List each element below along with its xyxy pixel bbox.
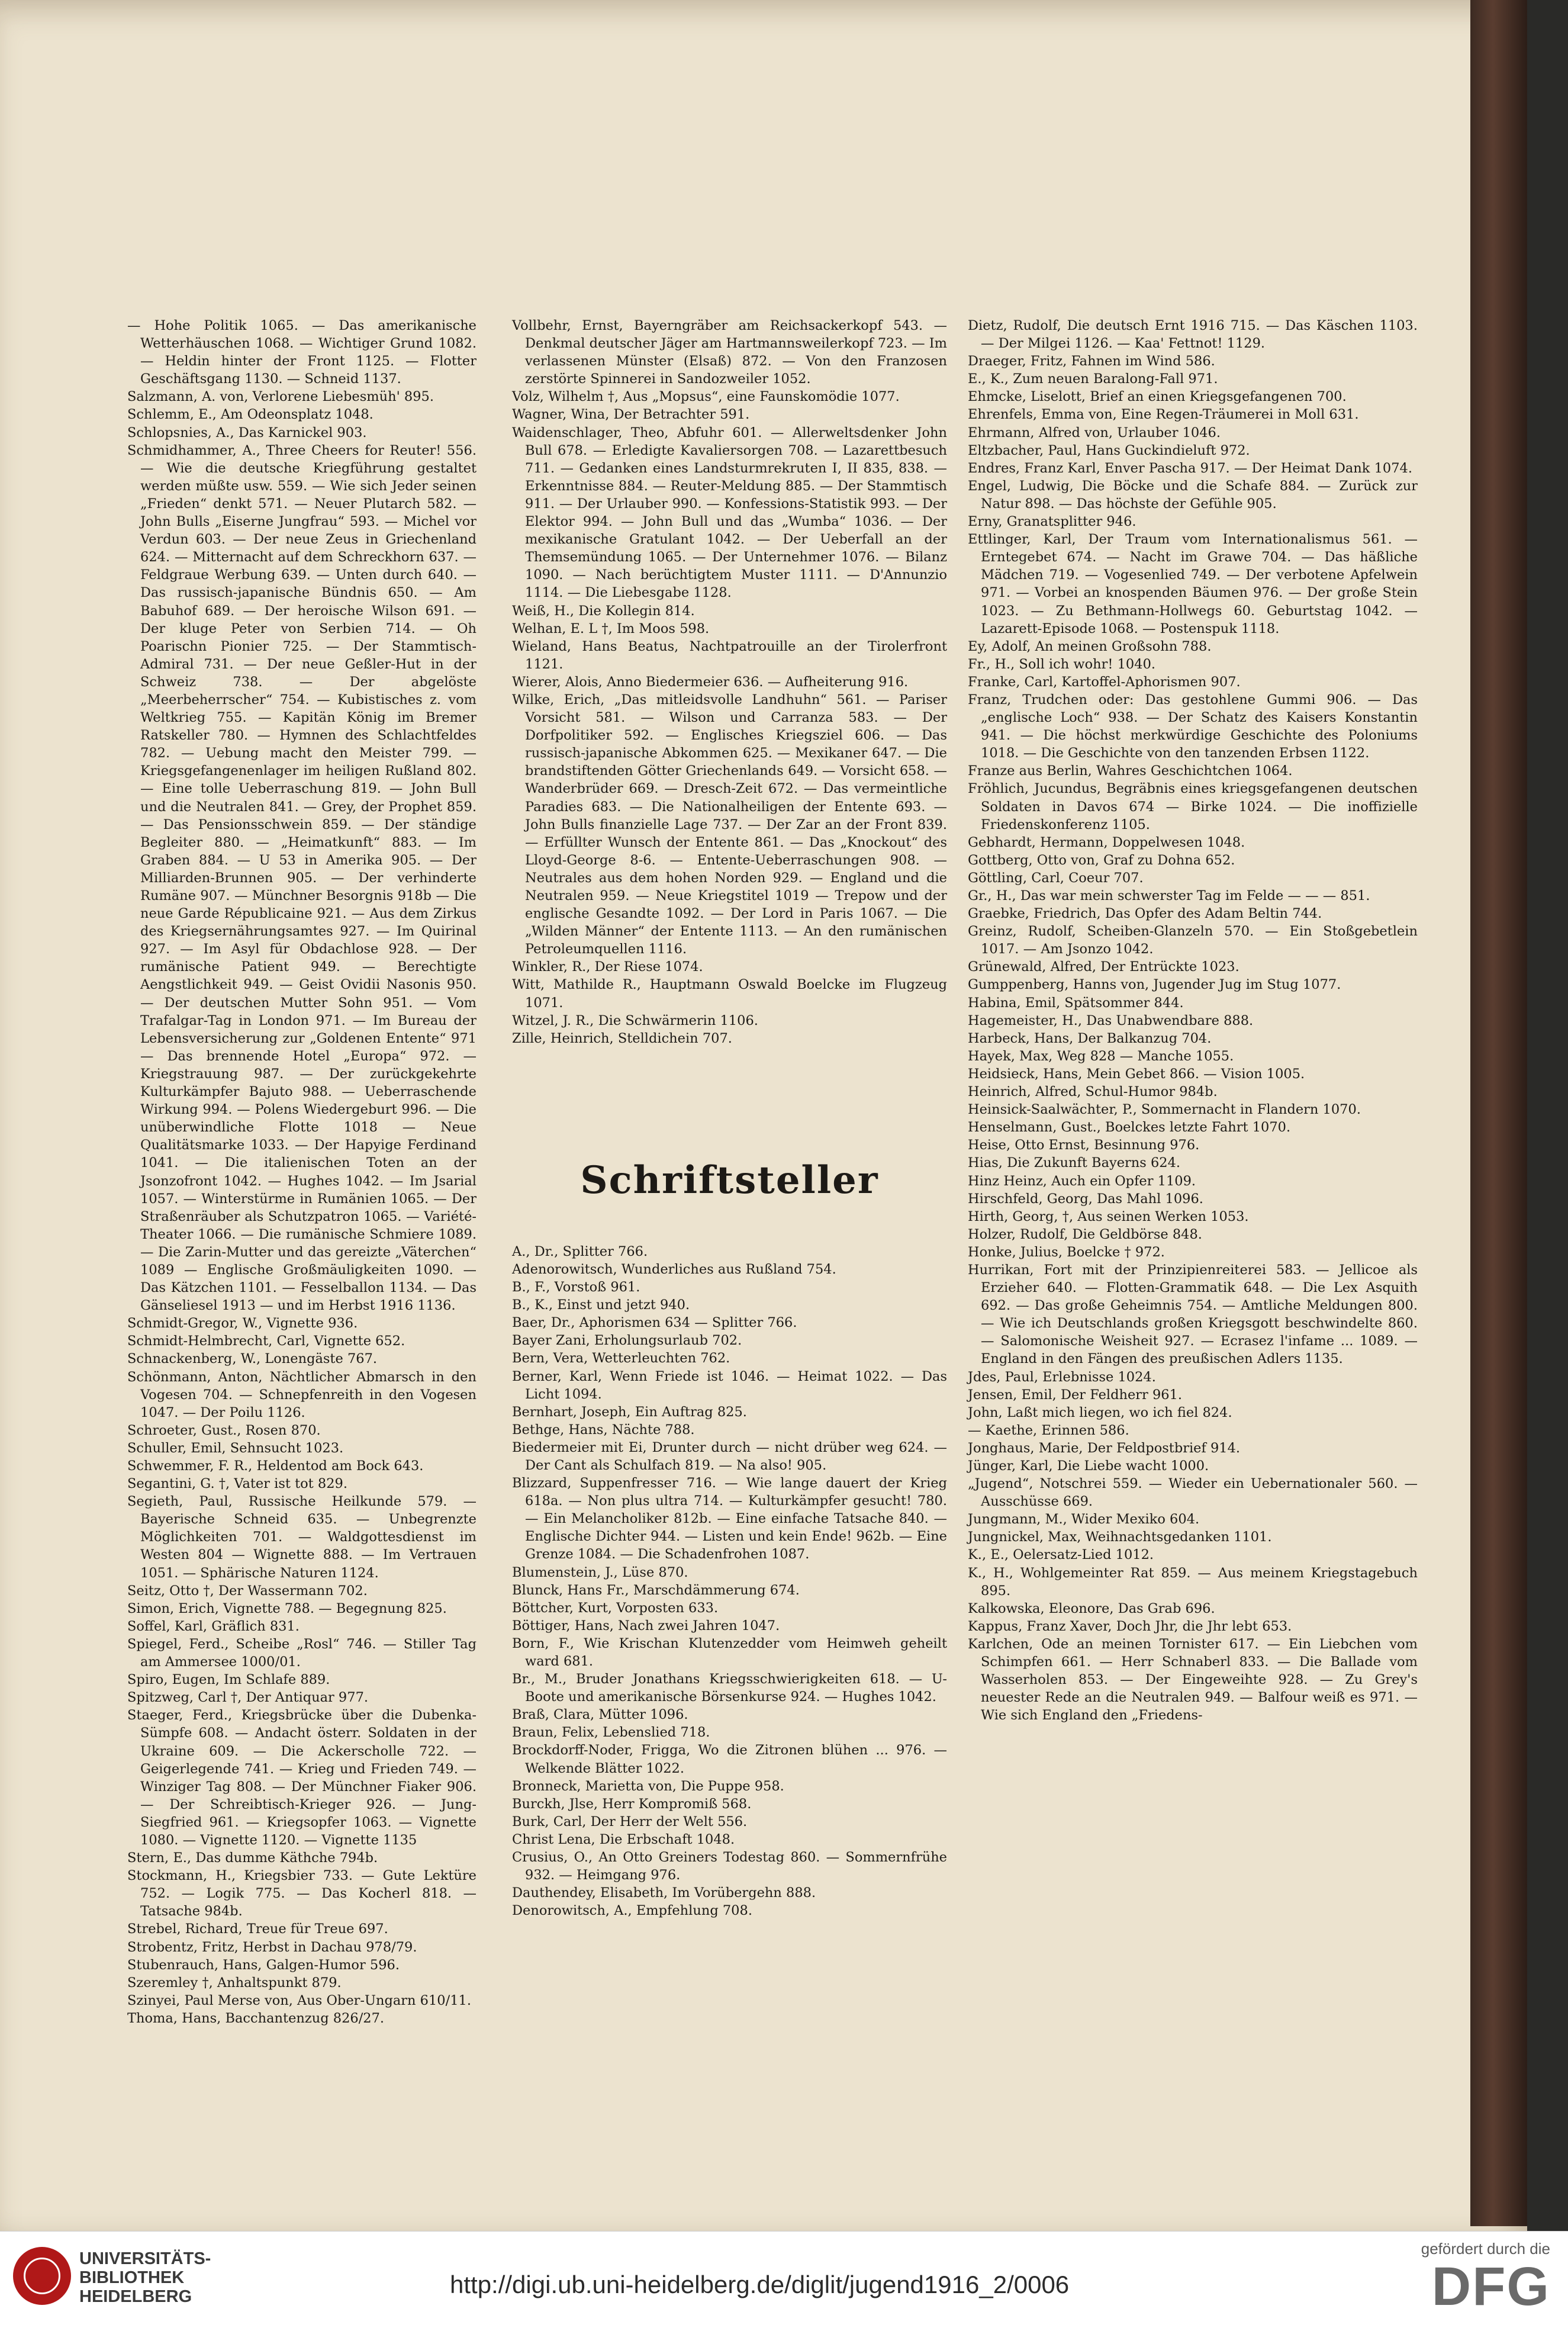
index-entry: Blumenstein, J., Lüse 870. bbox=[512, 1564, 688, 1580]
index-entry: Salzmann, A. von, Verlorene Liebesmüh' 895. bbox=[127, 389, 434, 405]
index-entry: Witt, Mathilde R., Hauptmann Oswald Boelcke im Flugzeug 1071. bbox=[512, 977, 947, 1011]
index-entry: Soffel, Karl, Gräflich 831. bbox=[127, 1618, 300, 1634]
column-3 bbox=[968, 317, 1418, 1724]
index-entry: Hirth, Georg, †, Aus seinen Werken 1053. bbox=[968, 1208, 1249, 1224]
artists-continued bbox=[512, 317, 947, 1047]
index-entry: John, Laßt mich liegen, wo ich fiel 824. bbox=[968, 1404, 1232, 1420]
index-entry: Bern, Vera, Wetterleuchten 762. bbox=[512, 1351, 730, 1366]
index-entry: Dauthendey, Elisabeth, Im Vorübergehn 888. bbox=[512, 1885, 816, 1901]
index-entry: Habina, Emil, Spätsommer 844. bbox=[968, 995, 1184, 1011]
index-entry: Jünger, Karl, Die Liebe wacht 1000. bbox=[968, 1458, 1209, 1474]
index-entry: Biedermeier mit Ei, Drunter durch — nicht drüber weg 624. — Der Cant als Schulfach 819. — Na also! 905. bbox=[512, 1439, 947, 1473]
index-entry: Draeger, Fritz, Fahnen im Wind 586. bbox=[968, 353, 1215, 369]
index-entry: Burk, Carl, Der Herr der Welt 556. bbox=[512, 1814, 748, 1829]
index-entry: K., H., Wohlgemeinter Rat 859. — Aus meinem Kriegstagebuch 895. bbox=[968, 1565, 1418, 1599]
index-entry: Gebhardt, Hermann, Doppelwesen 1048. bbox=[968, 834, 1245, 850]
document-url[interactable]: http://digi.ub.uni-heidelberg.de/diglit/jugend1916_2/0006 bbox=[450, 2271, 1070, 2298]
index-entry: Heinrich, Alfred, Schul-Humor 984b. bbox=[968, 1084, 1218, 1100]
index-entry: Christ Lena, Die Erbschaft 1048. bbox=[512, 1831, 735, 1847]
index-entry: Hayek, Max, Weg 828 — Manche 1055. bbox=[968, 1048, 1234, 1064]
index-entry: Böttcher, Kurt, Vorposten 633. bbox=[512, 1600, 719, 1616]
index-entry: Spiro, Eugen, Im Schlafe 889. bbox=[127, 1672, 330, 1688]
index-entry: Schwemmer, F. R., Heldentod am Bock 643. bbox=[127, 1458, 424, 1474]
index-entry: E., K., Zum neuen Baralong-Fall 971. bbox=[968, 371, 1218, 387]
index-entry: — Kaethe, Erinnen 586. bbox=[968, 1422, 1129, 1438]
index-entry: Fröhlich, Jucundus, Begräbnis eines kriegsgefangenen deutschen Soldaten in Davos 674 — Birke 1024. — Die inoffizielle Friedenskonferenz 1105. bbox=[968, 781, 1418, 832]
index-entry: Erny, Granatsplitter 946. bbox=[968, 514, 1136, 530]
index-entry: Gr., H., Das war mein schwerster Tag im Felde — — — 851. bbox=[968, 888, 1370, 903]
index-entry: Szinyei, Paul Merse von, Aus Ober-Ungarn 610/11. bbox=[127, 1992, 471, 2008]
index-entry: Winkler, R., Der Riese 1074. bbox=[512, 959, 703, 975]
index-entry: Ey, Adolf, An meinen Großsohn 788. bbox=[968, 638, 1212, 654]
index-entry: Braun, Felix, Lebenslied 718. bbox=[512, 1725, 710, 1741]
index-entry: Segantini, G. †, Vater ist tot 829. bbox=[127, 1476, 347, 1492]
index-entry: Schlemm, E., Am Odeonsplatz 1048. bbox=[127, 407, 374, 423]
index-entry: Bernhart, Joseph, Ein Auftrag 825. bbox=[512, 1404, 747, 1420]
index-entry: Witzel, J. R., Die Schwärmerin 1106. bbox=[512, 1012, 758, 1028]
index-entry: Br., M., Bruder Jonathans Kriegsschwierigkeiten 618. — U-Boote und amerikanische Börsenkurse 924. — Hughes 1042. bbox=[512, 1671, 947, 1705]
index-entry: Spitzweg, Carl †, Der Antiquar 977. bbox=[127, 1690, 369, 1706]
index-entry: Waidenschlager, Theo, Abfuhr 601. — Allerweltsdenker John Bull 678. — Erledigte Kavaliersorgen 708. — Lazarettbesuch 711. — Gedanken eines Landsturmrekruten I, II 835, 838. — Erkenntnisse 884. — Reuter-Meldung 885. — Der Stammtisch 911. — Der Urlauber 990. — Konfessions-Statistik 993. — Der Elektor 994. — John Bull und das „Wumba“ 1036. — Der mexikanische Gratulant 1042. — Der Ueberfall an der Themsemündung 1065. — Der Unternehmer 1076. — Bilanz 1090. — Nach berüchtigtem Muster 1111. — D'Annunzio 1114. — Die Liebesgabe 1128. bbox=[512, 425, 947, 601]
index-entry: Spiegel, Ferd., Scheibe „Rosl“ 746. — Stiller Tag am Ammersee 1000/01. bbox=[127, 1636, 476, 1670]
index-entry: Greinz, Rudolf, Scheiben-Glanzeln 570. — Ein Stoßgebetlein 1017. — Am Jsonzo 1042. bbox=[968, 924, 1418, 957]
index-entry: Braß, Clara, Mütter 1096. bbox=[512, 1707, 688, 1723]
index-entry: Ettlinger, Karl, Der Traum vom Internationalismus 561. — Erntegebet 674. — Nacht im Grawe 704. — Das häßliche Mädchen 719. — Vogesenlied 749. — Der verbotene Apfelwein 971. — Vorbei an knospenden Bäumen 976. — Der große Stein 1023. — Zu Bethmann-Hollwegs 60. Geburtstag 1042. — Lazarett-Episode 1068. — Postenspuk 1118. bbox=[968, 532, 1418, 636]
dfg-wordmark: DFG bbox=[1431, 2256, 1550, 2317]
index-entry: — Hohe Politik 1065. — Das amerikanische Wetterhäuschen 1068. — Wichtiger Grund 1082. — Heldin hinter der Front 1125. — Flotter Geschäftsgang 1130. — Schneid 1137. bbox=[127, 318, 476, 387]
column-2 bbox=[512, 317, 947, 1919]
seal-icon bbox=[13, 2247, 71, 2305]
index-entry: Blizzard, Suppenfresser 716. — Wie lange dauert der Krieg 618a. — Non plus ultra 714. — Kulturkämpfer gesucht! 780. — Ein Melancholiker 812b. — Eine einfache Tatsache 840. — Englische Dichter 944. — Listen und kein Ende! 962b. — Eine Grenze 1084. — Die Schadenfrohen 1087. bbox=[512, 1475, 947, 1562]
index-entry: Jensen, Emil, Der Feldherr 961. bbox=[968, 1387, 1183, 1403]
university-library-logo[interactable] bbox=[13, 2247, 250, 2312]
index-entry: B., K., Einst und jetzt 940. bbox=[512, 1297, 690, 1313]
index-entry: Wilke, Erich, „Das mitleidsvolle Landhuhn“ 561. — Pariser Vorsicht 581. — Wilson und Carranza 583. — Der Dorfpolitiker 592. — Englisches Kriegsziel 606. — Das russisch-japanische Abkommen 625. — Mexikaner 647. — Die brandstiftenden Götter Griechenlands 649. — Vorsicht 658. — Wanderbrüder 669. — Dresch-Zeit 672. — Das vermeintliche Paradies 683. — Die Nationalheiligen der Entente 693. — John Bulls finanzielle Lage 737. — Der Zar an der Front 839. — Erfüllter Wunsch der Entente 861. — Das „Knockout“ des Lloyd-George 8-6. — Entente-Ueberraschungen 908. — Neutrales aus dem hohen Norden 929. — England und die Neutralen 959. — Neue Kriegstitel 1019 — Trepow und der englische Gesandte 1092. — Der Lord in Paris 1067. — Die „Wilden Männer“ der Entente 1113. — An den rumänischen Petroleumquellen 1116. bbox=[512, 692, 947, 957]
index-entry: Schmidt-Gregor, W., Vignette 936. bbox=[127, 1316, 358, 1332]
book-edge bbox=[1470, 0, 1527, 2226]
index-entry: Fr., H., Soll ich wohr! 1040. bbox=[968, 656, 1156, 672]
funded-by-text: gefördert durch die bbox=[1421, 2240, 1550, 2258]
section-title-schriftsteller: Schriftsteller bbox=[580, 1157, 879, 1202]
index-entry: Gottberg, Otto von, Graf zu Dohna 652. bbox=[968, 852, 1235, 868]
index-entry: Endres, Franz Karl, Enver Pascha 917. — Der Heimat Dank 1074. bbox=[968, 460, 1412, 476]
column-1 bbox=[127, 317, 476, 2027]
index-entry: Berner, Karl, Wenn Friede ist 1046. — Heimat 1022. — Das Licht 1094. bbox=[512, 1368, 947, 1402]
index-entry: Stockmann, H., Kriegsbier 733. — Gute Lektüre 752. — Logik 775. — Das Kocherl 818. — Tatsache 984b. bbox=[127, 1868, 476, 1919]
index-entry: Heinsick-Saalwächter, P., Sommernacht in Flandern 1070. bbox=[968, 1102, 1361, 1118]
index-entry: Wieland, Hans Beatus, Nachtpatrouille an der Tirolerfront 1121. bbox=[512, 638, 947, 672]
index-entry: Heidsieck, Hans, Mein Gebet 866. — Vision 1005. bbox=[968, 1066, 1305, 1082]
index-entry: Bayer Zani, Erholungsurlaub 702. bbox=[512, 1333, 742, 1349]
index-entry: Brockdorff-Noder, Frigga, Wo die Zitronen blühen ... 976. — Welkende Blätter 1022. bbox=[512, 1742, 947, 1776]
index-entry: Jungmann, M., Wider Mexiko 604. bbox=[968, 1512, 1200, 1528]
index-entry: Vollbehr, Ernst, Bayerngräber am Reichsackerkopf 543. — Denkmal deutscher Jäger am Hartmannsweilerkopf 723. — Im verlassenen Münster (Elsaß) 872. — Von den Franzosen zerstörte Spinnerei in Sandozweiler 1052. bbox=[512, 318, 947, 387]
index-entry: Eltzbacher, Paul, Hans Guckindieluft 972. bbox=[968, 442, 1250, 458]
index-entry: Böttiger, Hans, Nach zwei Jahren 1047. bbox=[512, 1618, 780, 1634]
index-entry: Weiß, H., Die Kollegin 814. bbox=[512, 603, 695, 619]
index-entry: Schroeter, Gust., Rosen 870. bbox=[127, 1422, 321, 1438]
index-entry: Harbeck, Hans, Der Balkanzug 704. bbox=[968, 1030, 1212, 1046]
index-entry: Stern, E., Das dumme Käthche 794b. bbox=[127, 1850, 378, 1866]
writers-list bbox=[512, 1243, 947, 1920]
index-entry: Grünewald, Alfred, Der Entrückte 1023. bbox=[968, 959, 1239, 975]
index-entry: Schnackenberg, W., Lonengäste 767. bbox=[127, 1351, 378, 1367]
index-entry: Holzer, Rudolf, Die Geldbörse 848. bbox=[968, 1226, 1202, 1242]
library-name-line-1: UNIVERSITÄTS- bbox=[79, 2249, 211, 2268]
index-entry: Honke, Julius, Boelcke † 972. bbox=[968, 1244, 1165, 1260]
dfg-logo[interactable] bbox=[1373, 2240, 1550, 2315]
index-entry: Gumppenberg, Hanns von, Jugender Jug im Stug 1077. bbox=[968, 977, 1341, 993]
index-entry: Volz, Wilhelm †, Aus „Mopsus“, eine Faunskomödie 1077. bbox=[512, 389, 900, 405]
index-entry: Hinz Heinz, Auch ein Opfer 1109. bbox=[968, 1173, 1196, 1189]
index-entry: Hias, Die Zukunft Bayerns 624. bbox=[968, 1155, 1181, 1171]
index-entry: Zille, Heinrich, Stelldichein 707. bbox=[512, 1030, 732, 1046]
index-entry: Karlchen, Ode an meinen Tornister 617. — Ein Liebchen vom Schimpfen 661. — Herr Schnaberl 833. — Die Ballade vom Wasserholen 853. — Der Eingeweihte 928. — Zu Grey's neuester Rede an die Neutralen 949. — Balfour weiß es 971. — Wie sich England den „Friedens- bbox=[968, 1636, 1418, 1724]
index-entry: Göttling, Carl, Coeur 707. bbox=[968, 870, 1144, 886]
index-entry: Blunck, Hans Fr., Marschdämmerung 674. bbox=[512, 1582, 800, 1598]
index-entry: Ehmcke, Liselott, Brief an einen Kriegsgefangenen 700. bbox=[968, 389, 1347, 405]
index-entry: Engel, Ludwig, Die Böcke und die Schafe 884. — Zurück zur Natur 898. — Das höchste der Gefühle 905. bbox=[968, 478, 1418, 512]
index-entry: Franz, Trudchen oder: Das gestohlene Gummi 906. — Das „englische Loch“ 938. — Der Schatz des Kaisers Konstantin 941. — Die höchst merkwürdige Geschichte des Poloniums 1018. — Die Geschichte von den tanzenden Erbsen 1122. bbox=[968, 692, 1418, 761]
index-entry: Strebel, Richard, Treue für Treue 697. bbox=[127, 1921, 388, 1937]
index-entry: Adenorowitsch, Wunderliches aus Rußland 754. bbox=[512, 1261, 836, 1277]
index-entry: Ehrenfels, Emma von, Eine Regen-Träumerei in Moll 631. bbox=[968, 407, 1359, 423]
index-entry: Kappus, Franz Xaver, Doch Jhr, die Jhr lebt 653. bbox=[968, 1618, 1292, 1634]
index-entry: Dietz, Rudolf, Die deutsch Ernt 1916 715. — Das Käschen 1103. — Der Milgei 1126. — Kaa' Fettnot! 1129. bbox=[968, 318, 1418, 352]
index-entry: Schönmann, Anton, Nächtlicher Abmarsch in den Vogesen 704. — Schnepfenreith in den Vogesen 1047. — Der Poilu 1126. bbox=[127, 1369, 476, 1420]
index-entry: Kalkowska, Eleonore, Das Grab 696. bbox=[968, 1600, 1215, 1616]
footer-bar bbox=[0, 2231, 1568, 2344]
index-entry: Wagner, Wina, Der Betrachter 591. bbox=[512, 407, 750, 423]
index-entry: Born, F., Wie Krischan Klutenzedder vom Heimweh geheilt ward 681. bbox=[512, 1635, 947, 1669]
library-name-line-2: BIBLIOTHEK bbox=[79, 2268, 185, 2287]
index-entry: Strobentz, Fritz, Herbst in Dachau 978/79. bbox=[127, 1939, 417, 1955]
index-entry: Franze aus Berlin, Wahres Geschichtchen 1064. bbox=[968, 763, 1293, 779]
index-entry: Crusius, O., An Otto Greiners Todestag 860. — Sommernfrühe 932. — Heimgang 976. bbox=[512, 1850, 947, 1883]
index-entry: B., F., Vorstoß 961. bbox=[512, 1279, 640, 1295]
index-entry: Hurrikan, Fort mit der Prinzipienreiterei 583. — Jellicoe als Erzieher 640. — Flotten-Grammatik 648. — Die Lex Asquith 692. — Das große Geheimnis 754. — Amtliche Meldungen 800. — Wie ich Deutschlands großen Kriegsgott beschwindelte 860. — Salomonische Weisheit 927. — Ecrasez l'infame ... 1089. — England in den Fängen des preußischen Adlers 1135. bbox=[968, 1262, 1418, 1367]
index-entry: Schmidt-Helmbrecht, Carl, Vignette 652. bbox=[127, 1333, 405, 1349]
index-entry: Schuller, Emil, Sehnsucht 1023. bbox=[127, 1440, 344, 1456]
index-entry: Staeger, Ferd., Kriegsbrücke über die Dubenka-Sümpfe 608. — Andacht österr. Soldaten in der Ukraine 609. — Die Ackerscholle 722. — Geigerlegende 741. — Krieg und Frieden 749. — Winziger Tag 808. — Der Münchner Fiaker 906. — Der Schreibtisch-Krieger 926. — Jung-Siegfried 961. — Kriegsopfer 1063. — Vignette 1080. — Vignette 1120. — Vignette 1135 bbox=[127, 1708, 476, 1848]
index-entry: A., Dr., Splitter 766. bbox=[512, 1243, 648, 1259]
index-entry: Welhan, E. L †, Im Moos 598. bbox=[512, 620, 710, 636]
index-entry: Wierer, Alois, Anno Biedermeier 636. — Aufheiterung 916. bbox=[512, 674, 909, 690]
index-entry: Stubenrauch, Hans, Galgen-Humor 596. bbox=[127, 1957, 400, 1973]
index-entry: Hirschfeld, Georg, Das Mahl 1096. bbox=[968, 1191, 1203, 1207]
index-entry: K., E., Oelersatz-Lied 1012. bbox=[968, 1547, 1154, 1563]
index-entry: Heise, Otto Ernst, Besinnung 976. bbox=[968, 1137, 1200, 1153]
index-entry: Seitz, Otto †, Der Wassermann 702. bbox=[127, 1583, 368, 1599]
index-entry: Schlopsnies, A., Das Karnickel 903. bbox=[127, 425, 367, 440]
index-entry: Schmidhammer, A., Three Cheers for Reuter! 556. — Wie die deutsche Kriegführung gestaltet werden müßte usw. 559. — Wie sich Jeder seinen „Frieden“ denkt 571. — Neuer Plutarch 582. — John Bulls „Eiserne Jungfrau“ 593. — Michel vor Verdun 603. — Der neue Zeus in Griechenland 624. — Mitternacht auf dem Schreckhorn 637. — Feldgraue Werbung 639. — Unten durch 640. — Das russisch-japanische Bündnis 650. — Am Babuhof 689. — Der heroische Wilson 691. — Der kluge Peter von Serbien 714. — Oh Poarischn Pionier 725. — Der Stammtisch-Admiral 731. — Der neue Geßler-Hut in der Schweiz 738. — Der abgelöste „Meerbeherrscher“ 754. — Kubistisches z. vom Weltkrieg 755. — Kapitän König im Bremer Ratskeller 780. — Hymnen des Schlachtfeldes 782. — Uebung macht den Meister 799. — Kriegsgefangenenlager im heiligen Rußland 802. — Eine tolle Ueberraschung 819. — John Bull und die Neutralen 841. — Grey, der Prophet 859. — Das Pensionsschwein 859. — Der ständige Begleiter 880. — „Heimatkunft“ 883. — Im Graben 884. — U 53 in Amerika 905. — Der Milliarden-Brunnen 905. — Der verhinderte Rumäne 907. — Münchner Besorgnis 918b — Die neue Garde Républicaine 921. — Aus dem Zirkus des Kriegsernährungsamtes 927. — Im Quirinal 927. — Im Asyl für Obdachlose 928. — Der rumänische Patient 949. — Berechtigte Aengstlichkeit 949. — Geist Ovidii Nasonis 950. — Der deutschen Mutter Sohn 951. — Vom Trafalgar-Tag in London 971. — Im Bureau der Lebensversicherung zur „Goldenen Entente“ 971 — Das brennende Hotel „Europa“ 972. — Kriegstrauung 987. — Der zurückgekehrte Kulturkämpfer Bajuto 988. — Ueberraschende Wirkung 994. — Polens Wiedergeburt 996. — Die unüberwindliche Flotte 1018 — Neue Qualitätsmarke 1033. — Der Hapyige Ferdinand 1041. — Die italienischen Toten an der Jsonzofront 1042. — Hughes 1042. — Im Jsarial 1057. — Winterstürme in Rumänien 1065. — Der Straßenräuber als Schutzpatron 1065. — Variété-Theater 1066. — Die rumänische Schmiere 1089. — Die Zarin-Mutter und das gereizte „Väterchen“ 1089 — Englische Großmäuligkeiten 1090. — Das Kätzchen 1101. — Fesselballon 1134. — Das Gänseliesel 1913 — und im Herbst 1916 1136. bbox=[127, 442, 476, 1314]
index-entry: Bronneck, Marietta von, Die Puppe 958. bbox=[512, 1778, 784, 1794]
index-entry: Segieth, Paul, Russische Heilkunde 579. — Bayerische Schneid 635. — Unbegrenzte Möglichkeiten 701. — Waldgottesdienst im Westen 804 — Wignette 888. — Im Vertrauen 1051. — Sphärische Naturen 1124. bbox=[127, 1494, 476, 1581]
library-name-line-3: HEIDELBERG bbox=[79, 2287, 192, 2306]
index-entry: Baer, Dr., Aphorismen 634 — Splitter 766. bbox=[512, 1315, 797, 1331]
index-entry: „Jugend“, Notschrei 559. — Wieder ein Uebernationaler 560. — Ausschüsse 669. bbox=[968, 1476, 1418, 1510]
index-entry: Franke, Carl, Kartoffel-Aphorismen 907. bbox=[968, 674, 1241, 690]
index-entry: Ehrmann, Alfred von, Urlauber 1046. bbox=[968, 425, 1221, 440]
index-entry: Hagemeister, H., Das Unabwendbare 888. bbox=[968, 1012, 1254, 1028]
index-entry: Bethge, Hans, Nächte 788. bbox=[512, 1422, 695, 1438]
index-entry: Thoma, Hans, Bacchantenzug 826/27. bbox=[127, 2010, 385, 2026]
index-entry: Jonghaus, Marie, Der Feldpostbrief 914. bbox=[968, 1440, 1241, 1456]
index-entry: Jdes, Paul, Erlebnisse 1024. bbox=[968, 1369, 1156, 1385]
index-entry: Graebke, Friedrich, Das Opfer des Adam Beltin 744. bbox=[968, 906, 1322, 922]
index-entry: Henselmann, Gust., Boelckes letzte Fahrt 1070. bbox=[968, 1120, 1291, 1136]
index-entry: Simon, Erich, Vignette 788. — Begegnung 825. bbox=[127, 1600, 447, 1616]
index-entry: Jungnickel, Max, Weihnachtsgedanken 1101. bbox=[968, 1529, 1272, 1545]
index-entry: Szeremley †, Anhaltspunkt 879. bbox=[127, 1975, 342, 1991]
index-entry: Denorowitsch, A., Empfehlung 708. bbox=[512, 1903, 752, 1919]
index-entry: Burckh, Jlse, Herr Kompromiß 568. bbox=[512, 1796, 752, 1812]
